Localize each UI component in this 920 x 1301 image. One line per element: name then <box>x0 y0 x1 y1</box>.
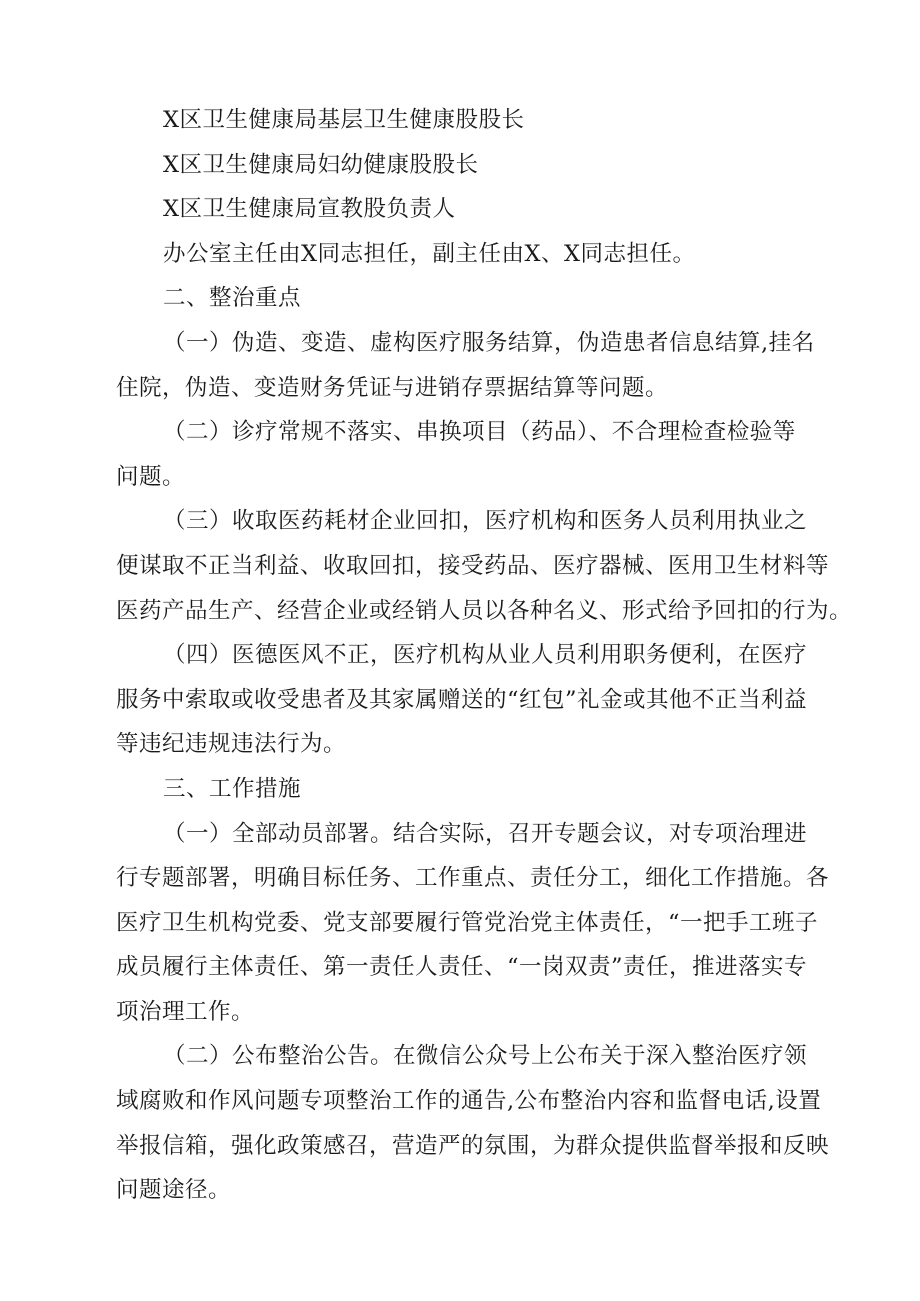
measure-item-1-line-2: 行专题部署，明确目标任务、工作重点、责任分工，细化工作措施。各 <box>116 865 830 892</box>
focus-item-4-line-1: （四）医德医风不正，医疗机构从业人员利用职务便利，在医疗 <box>163 642 808 669</box>
focus-item-1 <box>116 321 846 410</box>
measure-item-1-line-3: 医疗卫生机构党委、党支部要履行管党治党主体责任，“一把手工班子 <box>116 909 819 936</box>
office-director-line: 办公室主任由X同志担任，副主任由X、X同志担任。 <box>163 240 696 267</box>
measure-item-2-line-1: （二）公布整治公告。在微信公众号上公布关于深入整治医疗领 <box>163 1043 808 1070</box>
focus-item-3-line-3: 医药产品生产、经营企业或经销人员以各种名义、形式给予回扣的行为。 <box>116 597 853 624</box>
document-body <box>116 98 853 1213</box>
focus-item-4 <box>116 633 846 767</box>
measure-item-2 <box>116 1034 846 1212</box>
section-heading-measures: 三、工作措施 <box>163 775 302 802</box>
measure-item-1-line-5: 项治理工作。 <box>116 998 255 1025</box>
measure-item-1-line-4: 成员履行主体责任、第一责任人责任、“一岗双责”责任，推进落实专 <box>116 954 808 981</box>
measure-item-2-line-4: 问题途径。 <box>116 1177 232 1204</box>
member-line-3: X区卫生健康局宣教股负责人 <box>163 196 456 223</box>
member-line-2: X区卫生健康局妇幼健康股股长 <box>163 151 479 178</box>
member-line-1: X区卫生健康局基层卫生健康股股长 <box>163 107 525 133</box>
focus-item-1-line-2: 住院，伪造、变造财务凭证与进销存票据结算等问题。 <box>116 374 669 401</box>
focus-item-3-line-2: 便谋取不正当利益、收取回扣，接受药品、医疗器械、医用卫生材料等 <box>116 552 830 579</box>
focus-item-1-line-1: （一）伪造、变造、虚构医疗服务结算，伪造患者信息结算,挂名 <box>163 329 815 356</box>
measure-item-2-line-3: 举报信箱，强化政策感召，营造严的氛围，为群众提供监督举报和反映 <box>116 1132 830 1159</box>
measure-item-1 <box>116 812 846 1035</box>
focus-item-3-line-1: （三）收取医药耗材企业回扣，医疗机构和医务人员利用执业之 <box>163 508 808 535</box>
focus-item-4-line-2: 服务中索取或收受患者及其家属赠送的“红包”礼金或其他不正当利益 <box>116 686 808 713</box>
focus-item-4-line-3: 等违纪违规违法行为。 <box>116 731 347 758</box>
section-heading-focus: 二、整治重点 <box>163 285 302 312</box>
focus-item-3 <box>116 499 853 633</box>
measure-item-1-line-1: （一）全部动员部署。结合实际，召开专题会议，对专项治理进 <box>163 820 808 847</box>
focus-item-2 <box>116 410 846 499</box>
focus-item-2-line-1: （二）诊疗常规不落实、串换项目（药品）、不合理检查检验等 <box>163 419 796 446</box>
focus-item-2-line-2: 问题。 <box>116 463 186 490</box>
measure-item-2-line-2: 域腐败和作风问题专项整治工作的通告,公布整治内容和监督电话,设置 <box>116 1088 822 1115</box>
